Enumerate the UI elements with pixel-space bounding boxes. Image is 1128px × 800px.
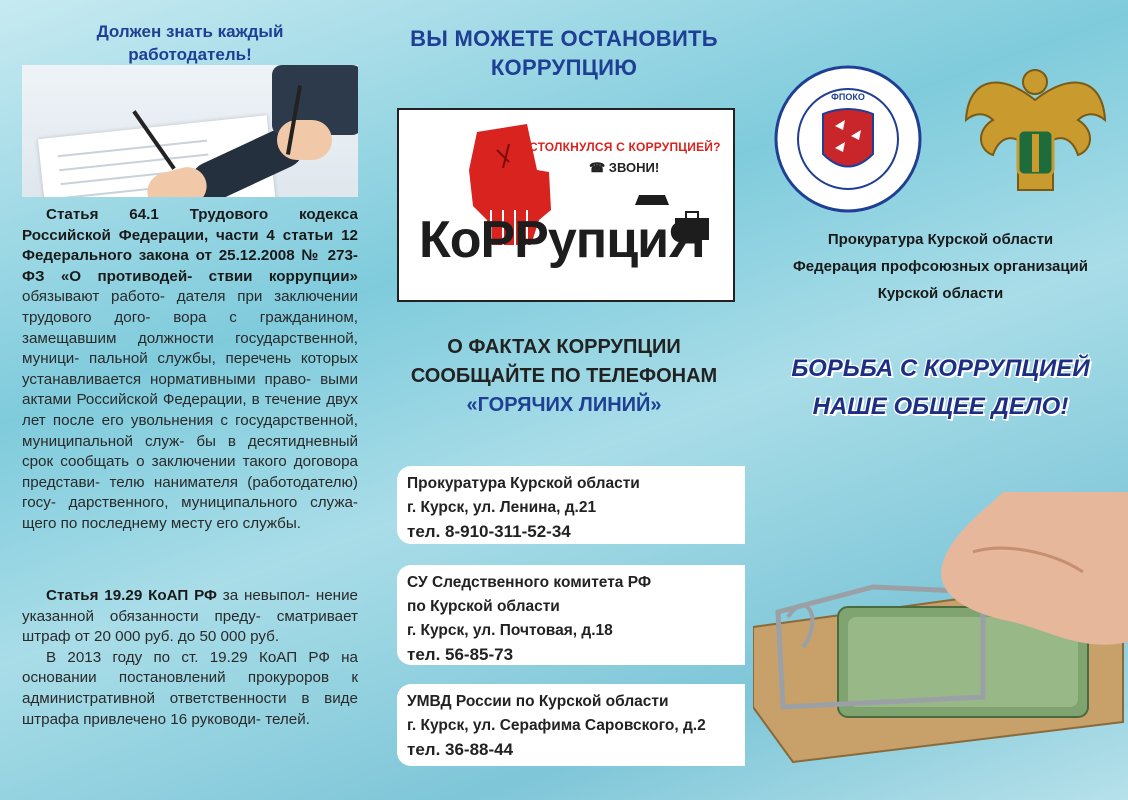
body-line: телю нанимателя (работодателю) госу- bbox=[22, 473, 358, 512]
corruption-logo bbox=[397, 108, 735, 302]
contact-card-investigative bbox=[397, 565, 745, 665]
body-line: пальной службы, перечень которых bbox=[89, 350, 358, 368]
heading-line-2: работодатель! bbox=[128, 45, 252, 64]
body-line: государственной, муниципальной служ- bbox=[22, 411, 358, 450]
contact-phone[interactable]: тел. 56-85-73 bbox=[407, 645, 514, 664]
fpoko-emblem-icon bbox=[773, 64, 923, 214]
body-line: обязывают работо- bbox=[22, 288, 165, 306]
contact-card-police bbox=[397, 684, 745, 766]
body-line: щего по последнему месту его службы. bbox=[22, 514, 302, 532]
right-panel bbox=[753, 0, 1128, 800]
body-line: выми актами Российской Федерации, в bbox=[22, 370, 358, 409]
body-line: к административной ответственности bbox=[22, 669, 358, 707]
contact-org: по Курской области bbox=[407, 598, 560, 615]
org-federation: Федерация профсоюзных организаций bbox=[793, 258, 1088, 275]
org-prosecutor: Прокуратура Курской области bbox=[827, 231, 1054, 248]
law-ref-line: ствии коррупции» bbox=[208, 267, 358, 285]
body-line: заключении такого договора представи- bbox=[22, 453, 358, 491]
body-line: 50 000 руб. bbox=[199, 628, 280, 646]
article-64-text bbox=[22, 205, 358, 535]
body-line: дателя при заключении трудового дого- bbox=[22, 288, 358, 326]
org-region: Курской области bbox=[877, 285, 1004, 302]
contact-org: СУ Следственного комитета РФ bbox=[407, 574, 652, 591]
contact-address: г. Курск, ул. Серафима Саровского, д.2 bbox=[407, 717, 706, 734]
contact-address: г. Курск, ул. Почтовая, д.18 bbox=[407, 622, 613, 639]
logo-word: КоРРупциЯ bbox=[419, 211, 705, 269]
body-line: за невыпол- bbox=[216, 587, 311, 604]
body-line: должности государственной, муници- bbox=[22, 329, 358, 368]
contact-phone[interactable]: тел. 8-910-311-52-34 bbox=[407, 522, 571, 541]
body-line: бы в десятидневный срок сообщать о bbox=[22, 432, 358, 471]
body-line: устанавливается нормативными право- bbox=[22, 370, 312, 388]
body-line: В 2013 году по ст. 19.29 КоАП РФ на bbox=[46, 648, 358, 666]
contact-org: УМВД России по Курской области bbox=[407, 693, 669, 710]
koap-text bbox=[22, 586, 358, 730]
logo-call: ☎ ЗВОНИ! bbox=[589, 160, 660, 175]
slogan-line-1: БОРЬБА С КОРРУПЦИЕЙ bbox=[791, 355, 1090, 382]
body-line: вора с гражданином, замещавшим bbox=[22, 308, 358, 347]
report-line-2: СООБЩАЙТЕ ПО ТЕЛЕФОНАМ bbox=[410, 365, 718, 387]
contact-card-prosecutor bbox=[397, 466, 745, 544]
slogan-line-2: НАШЕ ОБЩЕЕ ДЕЛО! bbox=[812, 393, 1069, 420]
body-line: нение указанной обязанности преду- bbox=[22, 587, 358, 625]
contact-phone[interactable]: тел. 36-88-44 bbox=[407, 740, 514, 759]
logo-question: СТОЛКНУЛСЯ С КОРРУПЦИЕЙ? bbox=[529, 140, 721, 154]
law-ref-line: статьи 12 Федерального закона от bbox=[22, 226, 358, 265]
fist-icon bbox=[399, 110, 733, 300]
left-panel bbox=[0, 0, 375, 800]
contact-org: Прокуратура Курской области bbox=[407, 475, 640, 492]
emblem-abbr: ФПОКО bbox=[831, 92, 865, 102]
report-line-1: О ФАКТАХ КОРРУПЦИИ bbox=[447, 336, 681, 358]
prosecutor-eagle-icon bbox=[958, 60, 1113, 210]
money-mousetrap-illustration bbox=[753, 492, 1128, 800]
law-ref-line: Российской Федерации, части 4 bbox=[22, 226, 275, 244]
report-heading bbox=[375, 333, 753, 420]
hotlines-label: «ГОРЯЧИХ ЛИНИЙ» bbox=[466, 394, 662, 416]
stop-corruption-title bbox=[375, 24, 753, 82]
signing-document-photo bbox=[22, 65, 358, 197]
title-line-2: КОРРУПЦИЮ bbox=[490, 55, 638, 80]
body-line: телей. bbox=[265, 710, 310, 728]
body-line: течение двух лет после его увольнения с bbox=[22, 391, 358, 429]
body-line: сматривает штраф от 20 000 руб. до bbox=[22, 607, 358, 646]
law-ref-line: 25.12.2008 № 273-ФЗ «О противодей- bbox=[22, 247, 358, 285]
heading-line-1: Должен знать каждый bbox=[96, 22, 284, 41]
body-line: основании постановлений прокуроров bbox=[22, 669, 330, 687]
body-line: дарственного, муниципального служа- bbox=[68, 494, 358, 512]
hat-icon bbox=[635, 195, 669, 205]
employer-heading bbox=[22, 20, 358, 66]
koap-ref: Статья 19.29 КоАП РФ bbox=[46, 587, 217, 604]
law-ref-line: Статья 64.1 Трудового кодекса bbox=[46, 206, 358, 223]
contact-address: г. Курск, ул. Ленина, д.21 bbox=[407, 499, 597, 516]
middle-panel bbox=[375, 0, 753, 800]
body-line: в виде штрафа привлечено 16 руководи- bbox=[22, 689, 358, 728]
title-line-1: ВЫ МОЖЕТЕ ОСТАНОВИТЬ bbox=[410, 26, 718, 51]
